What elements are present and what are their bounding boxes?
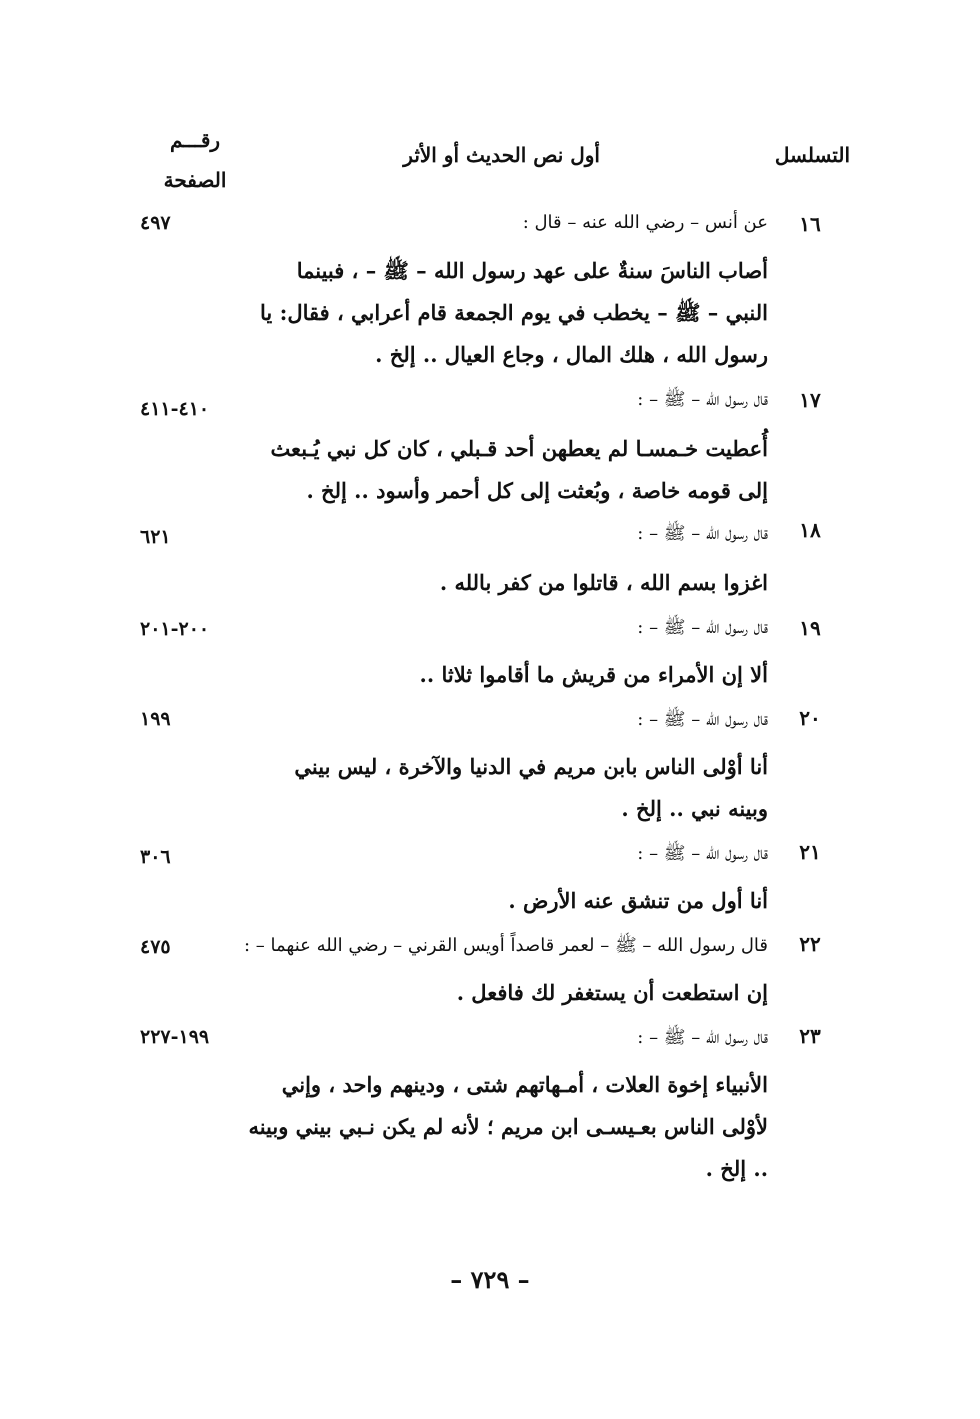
entry-page-ref: ٤١٠-٤١١	[140, 398, 210, 420]
entry-intro: قال رسول الله – ﷺ – :	[637, 1027, 768, 1048]
page-number: – ٧٢٩ –	[450, 1265, 530, 1294]
entry-page-ref: ٤٩٧	[140, 212, 171, 234]
entry-page-ref: ٢٠٠-٢٠١	[140, 618, 210, 640]
entry-text: أُعطيت خـمسـا لم يعطهن أحد قـبلي ، كان كل نبي يُـبعث إلى قومه خاصة ، وبُعثت إلى كل أحمر وأسود .. إلخ .	[270, 436, 768, 503]
column-header-page-line1: رقـــم	[169, 128, 221, 152]
entry-text: أصاب الناسَ سنةٌ على عهد رسول الله – ﷺ – ، فبينما النبي – ﷺ – يخطب في يوم الجمعة قام أعرابي ، فقال: يا رسول الله ، هلك المال ، وجاع العيال .. إلخ .	[260, 258, 768, 367]
entry-page-ref: ٤٧٥	[140, 936, 171, 958]
entry-number: ٢٣	[799, 1024, 821, 1048]
column-header-serial: التسلسل	[774, 143, 850, 167]
entry-number: ١٩	[799, 616, 821, 640]
entry-number: ٢١	[799, 840, 821, 864]
entry-number: ١٨	[799, 518, 821, 542]
column-header-page	[155, 120, 235, 200]
entry-page-ref: ٦٢١	[140, 526, 171, 548]
entry-intro: قال رسول الله – ﷺ – :	[637, 523, 768, 544]
entry-text: أنا أوْلى الناس بابن مريم في الدنيا والآخرة ، ليس بيني وبينه نبي .. إلخ .	[294, 754, 768, 821]
entry-number: ٢٠	[799, 706, 821, 730]
entry-text: إن استطعت أن يستغفر لك فافعل .	[456, 980, 768, 1005]
column-header-text: أول نص الحديث أو الأثر	[403, 143, 600, 167]
column-header-page-line2: الصفحة	[163, 168, 227, 192]
entry-page-ref: ١٩٩	[140, 708, 171, 730]
entry-intro: عن أنس – رضي الله عنه – قال :	[522, 212, 768, 233]
entry-text: أنا أول من تنشق عنه الأرض .	[508, 888, 768, 913]
entry-intro: قال رسول الله – ﷺ – :	[637, 389, 768, 410]
entry-text: الأنبياء إخوة العلات ، أمـهاتهم شتى ، ودينهم واحد ، وإني لأوْلى الناس بعـيسـى ابن مريم ؛ لأنه لم يكن نـبي بيني وبينه .. إلخ .	[248, 1072, 768, 1181]
entry-intro: قال رسول الله – ﷺ – :	[637, 617, 768, 638]
entry-number: ١٧	[799, 388, 821, 412]
entry-text: ألا إن الأمراء من قريش ما أقاموا ثلاثا ..	[419, 662, 768, 687]
entry-text: اغزوا بسم الله ، قاتلوا من كفر بالله .	[439, 570, 768, 595]
entry-number: ١٦	[799, 212, 821, 236]
entry-page-ref: ٣٠٦	[140, 846, 171, 868]
entry-intro: قال رسول الله – ﷺ – :	[637, 843, 768, 864]
entry-intro: قال رسول الله – ﷺ – :	[637, 709, 768, 730]
entry-intro: قال رسول الله – ﷺ – لعمر قاصداً أويس القرني – رضي الله عنهما – :	[244, 935, 768, 956]
entry-number: ٢٢	[799, 932, 821, 956]
entry-page-ref: ١٩٩-٢٢٧	[140, 1026, 210, 1048]
